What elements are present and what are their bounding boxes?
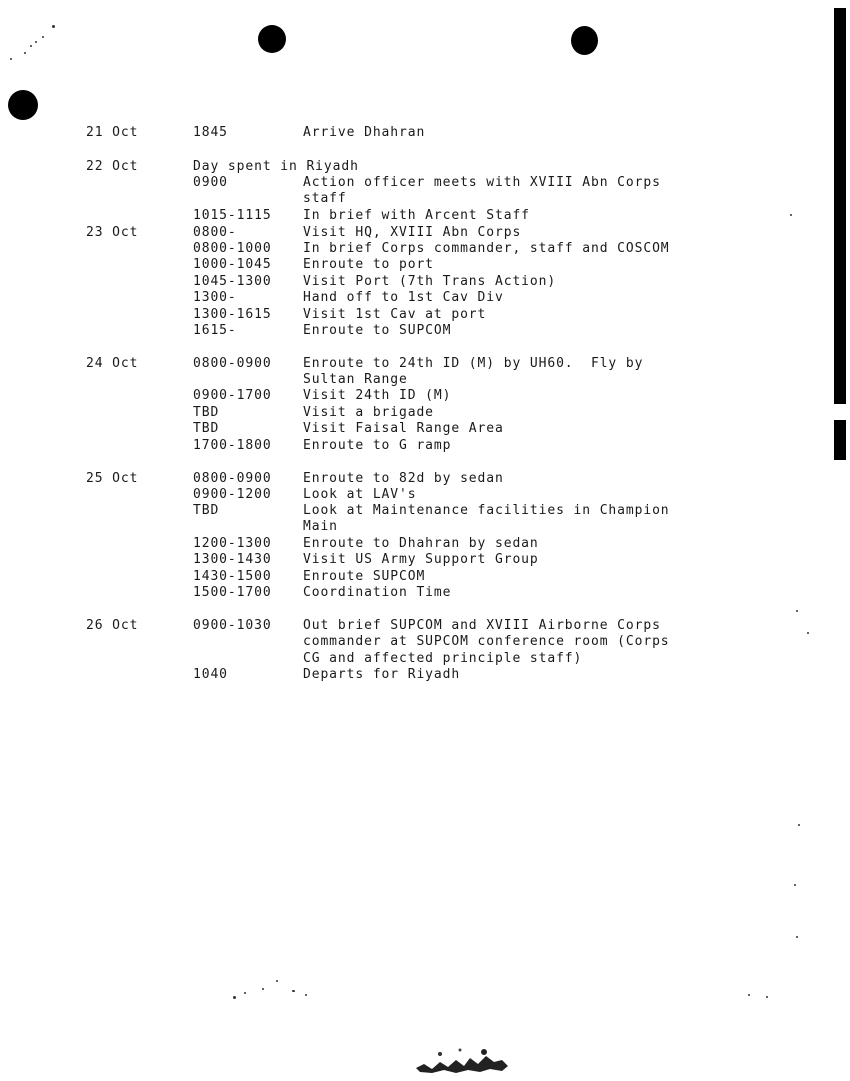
day-note: Day spent in Riyadh (193, 159, 359, 174)
entry-time: 1300-1615 (193, 307, 272, 322)
entry-time: 0800- (193, 225, 237, 240)
entry-activity: Visit 1st Cav at port (303, 307, 487, 322)
scan-edge-bar-upper (834, 8, 846, 404)
entry-activity: Visit US Army Support Group (303, 552, 539, 567)
entry-time: 0800-0900 (193, 471, 272, 486)
day-date: 24 Oct (86, 356, 139, 371)
entry-activity: Visit Port (7th Trans Action) (303, 274, 557, 289)
scan-speck (292, 990, 295, 992)
day-date: 23 Oct (86, 225, 139, 240)
entry-time: 0900-1030 (193, 618, 272, 633)
scan-speck (748, 994, 750, 996)
day-date: 22 Oct (86, 159, 139, 174)
scan-speck (24, 52, 26, 54)
punch-hole-left (8, 90, 38, 120)
scan-speck (10, 58, 12, 60)
scan-speck (766, 996, 768, 998)
entry-activity: Coordination Time (303, 585, 452, 600)
entry-activity: Look at Maintenance facilities in Champion (303, 503, 670, 518)
entry-activity: Visit Faisal Range Area (303, 421, 504, 436)
entry-activity: In brief Corps commander, staff and COSCOM (303, 241, 670, 256)
scan-speck (794, 884, 796, 886)
entry-time: 1000-1045 (193, 257, 272, 272)
entry-activity: In brief with Arcent Staff (303, 208, 530, 223)
entry-time: 0900-1200 (193, 487, 272, 502)
entry-activity: Enroute to G ramp (303, 438, 452, 453)
entry-activity-continued: Sultan Range (303, 372, 408, 387)
entry-activity: Visit HQ, XVIII Abn Corps (303, 225, 522, 240)
scan-speck (796, 610, 798, 612)
day-date: 26 Oct (86, 618, 139, 633)
scan-speck (796, 936, 798, 938)
scan-speck (305, 994, 307, 996)
day-date: 21 Oct (86, 125, 139, 140)
entry-activity: Enroute to SUPCOM (303, 323, 452, 338)
entry-time: 1500-1700 (193, 585, 272, 600)
entry-activity: Enroute to 82d by sedan (303, 471, 504, 486)
entry-activity: Out brief SUPCOM and XVIII Airborne Corps (303, 618, 661, 633)
scan-speck (798, 824, 800, 826)
entry-time: 1845 (193, 125, 228, 140)
entry-activity: Enroute to port (303, 257, 434, 272)
entry-activity: Enroute to Dhahran by sedan (303, 536, 539, 551)
scan-speck (276, 980, 278, 982)
entry-time: TBD (193, 421, 220, 436)
entry-time: 1700-1800 (193, 438, 272, 453)
entry-time: 0800-0900 (193, 356, 272, 371)
entry-activity-continued: Main (303, 519, 338, 534)
scan-speck (35, 41, 37, 43)
entry-time: 1040 (193, 667, 228, 682)
entry-activity: Enroute to 24th ID (M) by UH60. Fly by (303, 356, 644, 371)
entry-time: TBD (193, 503, 220, 518)
scan-smudge (410, 1042, 514, 1076)
entry-activity: Visit 24th ID (M) (303, 388, 452, 403)
scan-speck (233, 996, 236, 999)
scan-speck (807, 632, 809, 634)
entry-activity: Enroute SUPCOM (303, 569, 426, 584)
entry-time: 1430-1500 (193, 569, 272, 584)
entry-activity: Arrive Dhahran (303, 125, 426, 140)
entry-time: 1200-1300 (193, 536, 272, 551)
entry-time: 0800-1000 (193, 241, 272, 256)
entry-activity-continued: CG and affected principle staff) (303, 651, 583, 666)
entry-activity: Departs for Riyadh (303, 667, 461, 682)
scan-edge-bar-lower (834, 420, 846, 460)
punch-hole-top-left (258, 25, 286, 53)
entry-time: 1300-1430 (193, 552, 272, 567)
entry-activity-continued: commander at SUPCOM conference room (Corps (303, 634, 670, 649)
punch-hole-top-right (571, 26, 598, 55)
scan-speck (790, 214, 792, 216)
entry-activity: Visit a brigade (303, 405, 434, 420)
entry-time: 1045-1300 (193, 274, 272, 289)
entry-time: 1300- (193, 290, 237, 305)
entry-time: 0900 (193, 175, 228, 190)
scan-speck (244, 992, 246, 994)
scan-speck (262, 988, 264, 990)
entry-activity: Hand off to 1st Cav Div (303, 290, 504, 305)
scan-speck (52, 25, 55, 28)
entry-activity-continued: staff (303, 191, 347, 206)
entry-activity: Look at LAV's (303, 487, 417, 502)
entry-time: 1615- (193, 323, 237, 338)
scan-speck (30, 45, 32, 47)
entry-time: 0900-1700 (193, 388, 272, 403)
entry-time: 1015-1115 (193, 208, 272, 223)
entry-time: TBD (193, 405, 220, 420)
scan-speck (42, 36, 44, 38)
day-date: 25 Oct (86, 471, 139, 486)
entry-activity: Action officer meets with XVIII Abn Corps (303, 175, 661, 190)
